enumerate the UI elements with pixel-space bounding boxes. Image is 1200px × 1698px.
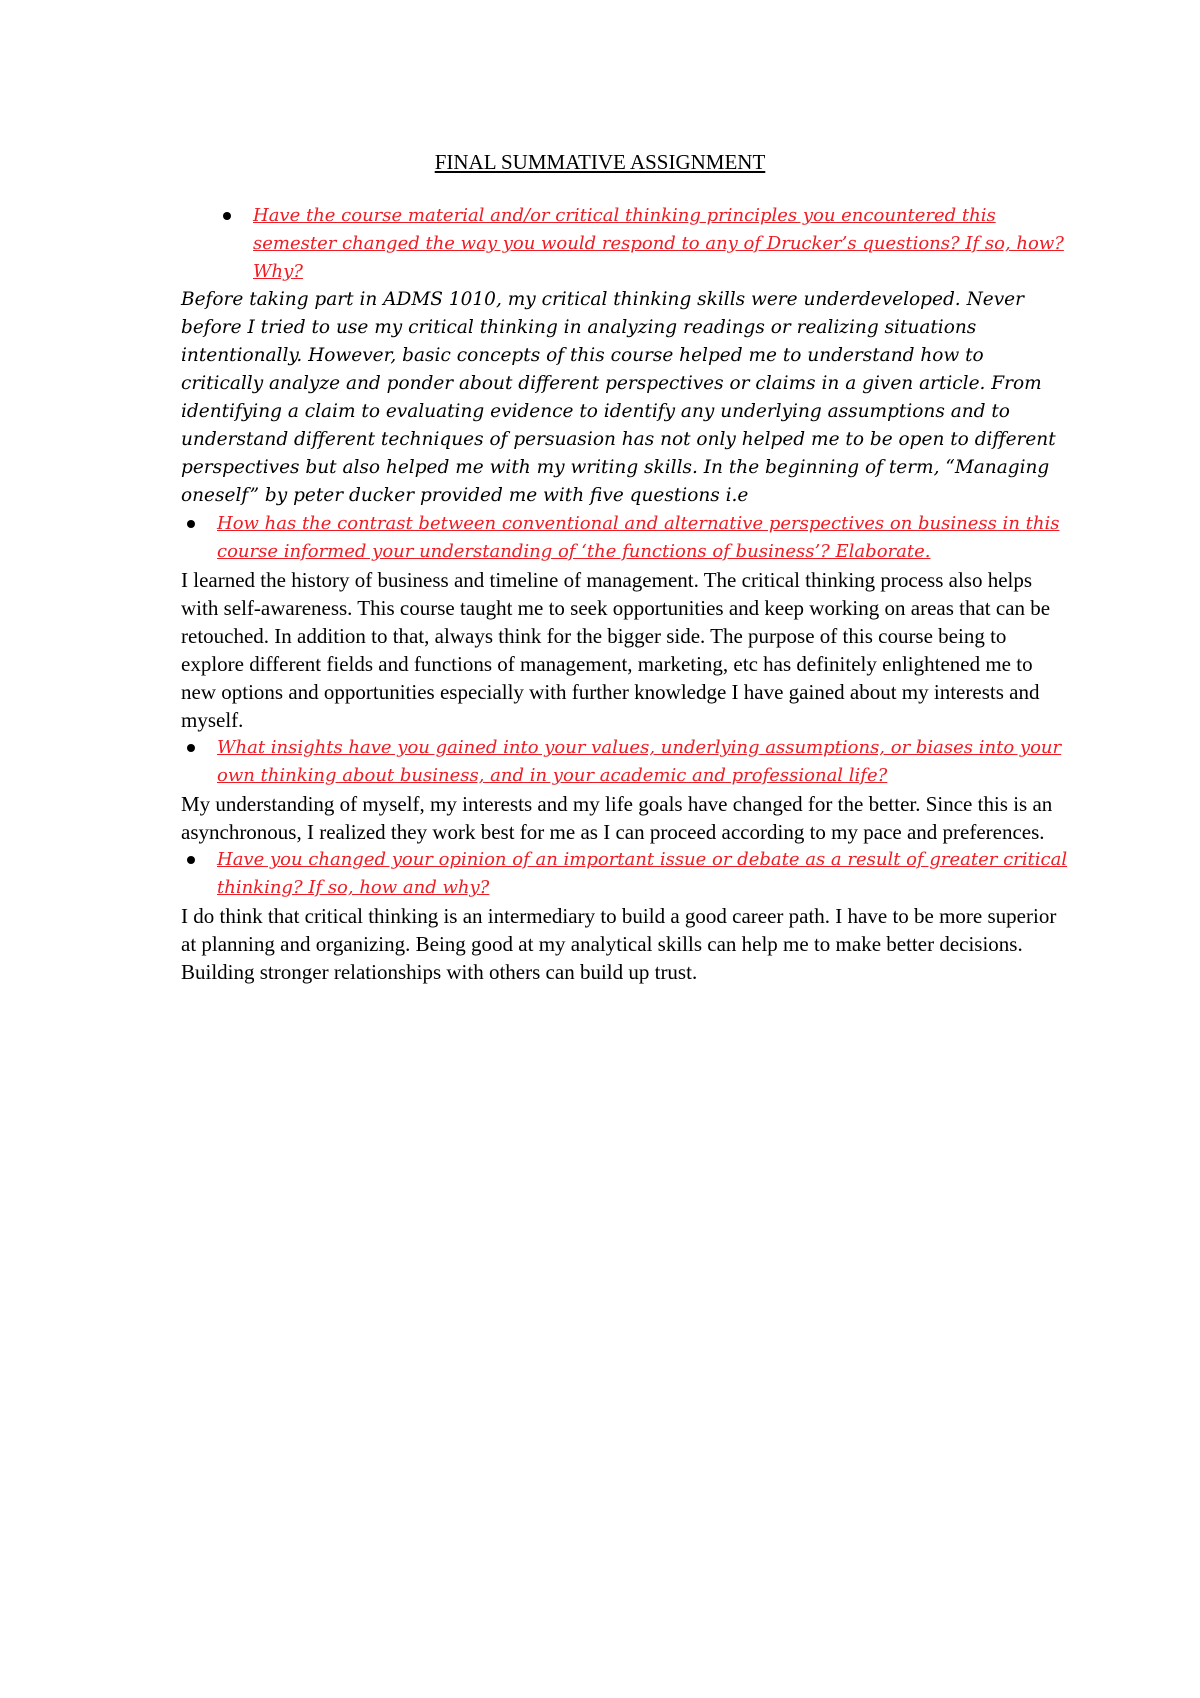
question-3-text: What insights have you gained into your values, underlying assumptions, or biases into your own thinking about business, and in your academic and professional life? — [217, 737, 1062, 786]
question-1-text: Have the course material and/or critical thinking principles you encountered this semester changed the way you would respond to any of Drucker’s questions? If so, how? Why? — [253, 205, 1064, 282]
bullet-icon — [187, 520, 195, 528]
answer-1: Before taking part in ADMS 1010, my critical thinking skills were underdeveloped. Never before I tried to use my critical thinking in analyzing readings or realizing situations intentionally. However, basic concepts of this course helped me to understand how to critically analyze and ponder about different perspectives or claims in a given article. From identifying a claim to evaluating evidence to identify any underlying assumptions and to understand different techniques of persuasion has not only helped me to be open to different perspectives but also helped me with my writing skills. In the beginning of term, “Managing oneself” by peter ducker provided me with five questions i.e — [181, 289, 1056, 506]
bullet-icon — [187, 856, 195, 864]
question-3 — [181, 734, 1071, 790]
question-4 — [181, 846, 1071, 902]
bullet-icon — [223, 212, 231, 220]
question-2 — [181, 510, 1071, 566]
question-4-text: Have you changed your opinion of an important issue or debate as a result of greater critical thinking? If so, how and why? — [217, 849, 1068, 898]
answer-2: I learned the history of business and timeline of management. The critical thinking process also helps with self-awareness. This course taught me to seek opportunities and keep working on areas that can be retouched. In addition to that, always think for the bigger side. The purpose of this course being to explore different fields and functions of management, marketing, etc has definitely enlightened me to new options and opportunities especially with further knowledge I have gained about my interests and myself. — [181, 568, 1051, 732]
answer-4: I do think that critical thinking is an intermediary to build a good career path. I have to be more superior at planning and organizing. Being good at my analytical skills can help me to make better decisions. Building stronger relationships with others can build up trust. — [181, 904, 1057, 984]
document-title: FINAL SUMMATIVE ASSIGNMENT — [434, 150, 766, 174]
answer-3: My understanding of myself, my interests and my life goals have changed for the better. Since this is an asynchronous, I realized they work best for me as I can proceed according to my pace and preferences. — [181, 792, 1053, 844]
bullet-icon — [187, 744, 195, 752]
question-1 — [181, 202, 1071, 286]
question-2-text: How has the contrast between conventional and alternative perspectives on business in this course informed your understanding of ‘the functions of business’? Elaborate. — [217, 513, 1060, 562]
document-body — [181, 202, 1071, 986]
